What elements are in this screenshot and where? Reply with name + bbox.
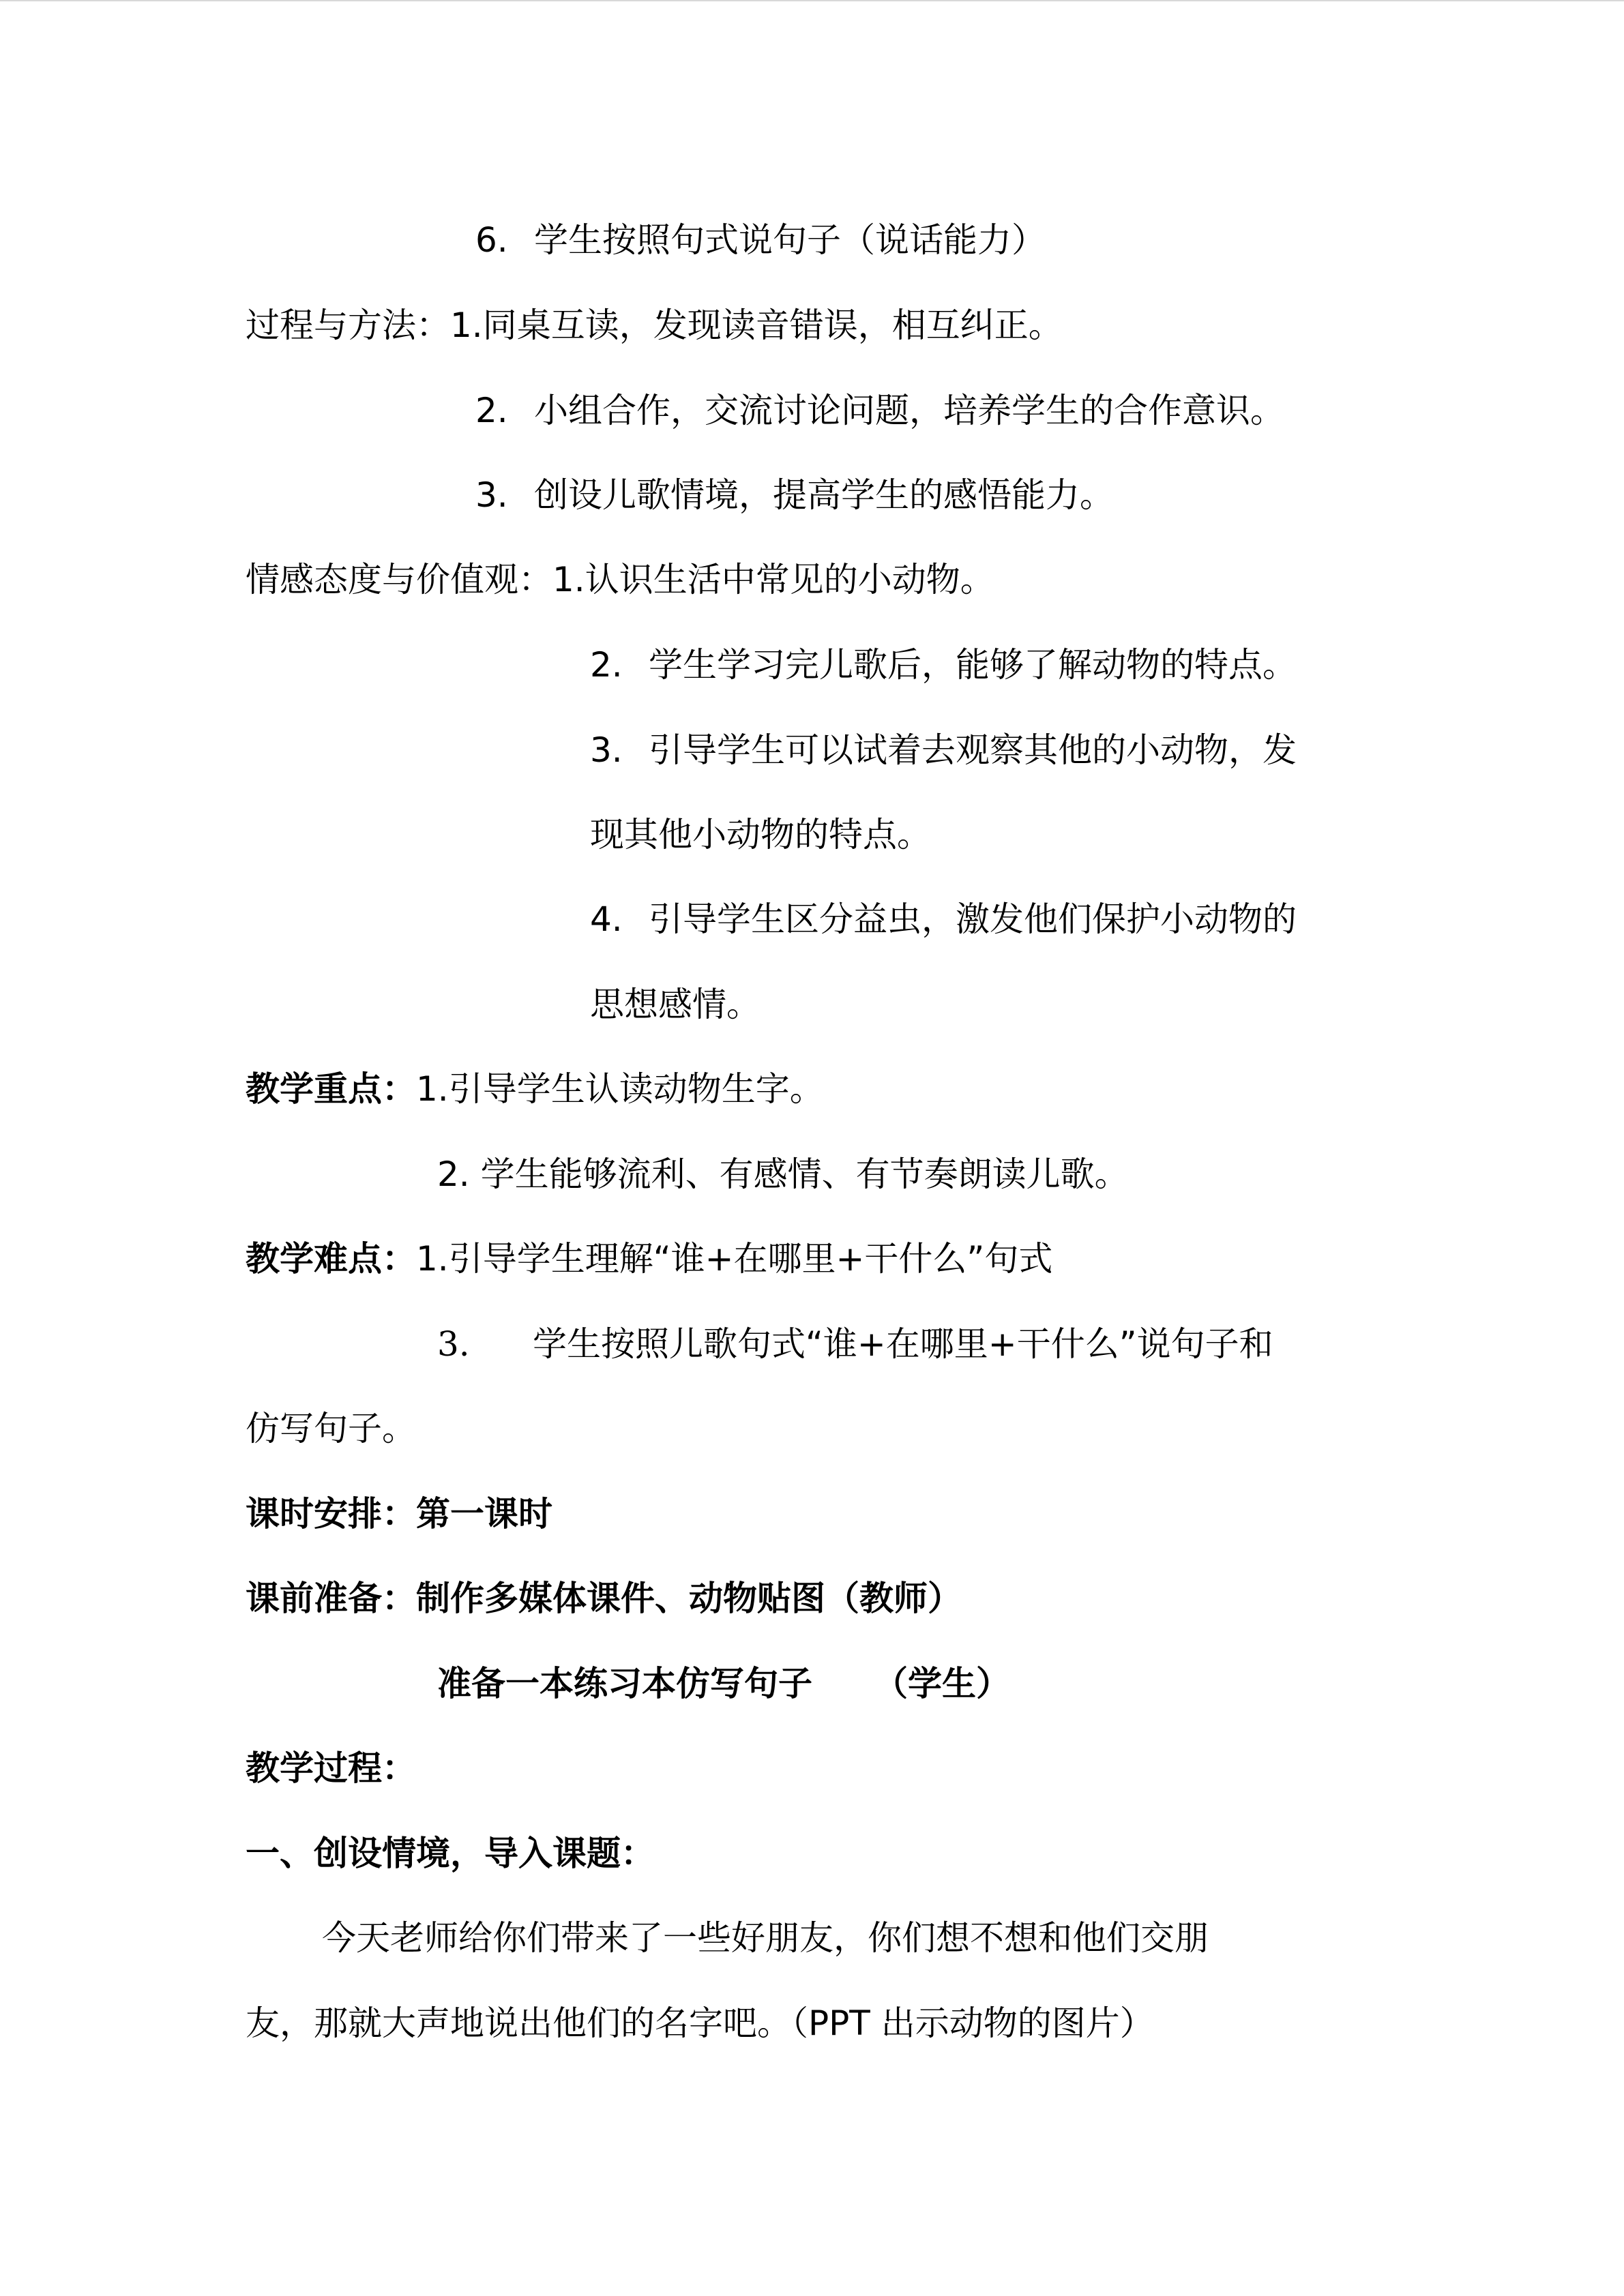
emotion-values-line-2 bbox=[590, 644, 1297, 685]
emotion-values-line-3 bbox=[590, 730, 1297, 771]
item-text: 学生按照儿歌句式“谁+在哪里+干什么”说句子和 bbox=[533, 1324, 1273, 1364]
teaching-difficulties-line-2 bbox=[437, 1324, 1273, 1365]
emotion-values-line-1 bbox=[246, 559, 994, 600]
item-text: 小组合作，交流讨论问题，培养学生的合作意识。 bbox=[534, 391, 1284, 430]
item-text: 学生学习完儿歌后，能够了解动物的特点。 bbox=[649, 645, 1297, 685]
item-text: 制作多媒体课件、动物贴图（教师） bbox=[416, 1579, 962, 1618]
item-number: 2. bbox=[590, 645, 623, 685]
step-one-heading bbox=[246, 1833, 655, 1874]
item-text: 学生按照句式说句子（说话能力） bbox=[534, 220, 1046, 260]
emotion-values-line-4 bbox=[590, 899, 1297, 940]
teaching-difficulties-line-2-cont bbox=[246, 1408, 416, 1449]
item-number: 3. bbox=[437, 1324, 470, 1364]
preparation-line-2 bbox=[437, 1663, 1010, 1704]
schedule-line bbox=[246, 1493, 552, 1534]
item-text: 思想感情。 bbox=[590, 985, 761, 1024]
item-number: 1. bbox=[416, 1239, 449, 1279]
emotion-values-line-4-cont bbox=[590, 984, 761, 1025]
item-text: 引导学生可以试着去观察其他的小动物，发 bbox=[649, 730, 1297, 770]
section-label: 教学重点： bbox=[246, 1069, 416, 1109]
section-label: 情感态度与价值观： bbox=[246, 560, 552, 599]
teaching-key-points-line-2 bbox=[437, 1154, 1129, 1195]
item-text: 引导学生区分益虫，激发他们保护小动物的 bbox=[649, 899, 1297, 939]
item-text: 学生能够流利、有感情、有节奏朗读儿歌。 bbox=[480, 1154, 1129, 1194]
item-number: 1. bbox=[552, 560, 585, 599]
item-text: 引导学生认读动物生字。 bbox=[448, 1069, 824, 1109]
section-label: 课前准备： bbox=[246, 1579, 416, 1618]
item-number: 1. bbox=[416, 1069, 449, 1109]
objective-line-6 bbox=[475, 220, 1046, 260]
process-method-line-1 bbox=[246, 305, 1063, 346]
item-number: 3. bbox=[475, 475, 508, 515]
item-number: 1. bbox=[450, 305, 483, 345]
item-number: 3. bbox=[590, 730, 623, 770]
section-label: 课时安排： bbox=[246, 1494, 416, 1534]
item-text: 第一课时 bbox=[416, 1494, 552, 1534]
section-label: 过程与方法： bbox=[246, 305, 450, 345]
section-label: 教学难点： bbox=[246, 1239, 416, 1279]
preparation-line-1 bbox=[246, 1578, 962, 1619]
paragraph-text: 今天老师给你们带来了一些好朋友，你们想不想和他们交朋 bbox=[322, 1918, 1209, 1958]
teaching-process-heading bbox=[246, 1748, 416, 1789]
process-method-line-3 bbox=[475, 475, 1114, 516]
item-text: 现其他小动物的特点。 bbox=[590, 815, 931, 854]
item-text: 准备一本练习本仿写句子 bbox=[437, 1664, 812, 1703]
item-text: 引导学生理解“谁+在哪里+干什么”句式 bbox=[448, 1239, 1053, 1279]
item-number: 6. bbox=[475, 220, 508, 260]
paragraph-line-2 bbox=[246, 2003, 1154, 2044]
paragraph-text: 友，那就大声地说出他们的名字吧。（PPT 出示动物的图片） bbox=[246, 2003, 1154, 2043]
section-label: 教学过程： bbox=[246, 1748, 416, 1788]
paragraph-line-1 bbox=[322, 1918, 1209, 1958]
item-text: 认识生活中常见的小动物。 bbox=[585, 560, 994, 599]
teaching-key-points-line-1 bbox=[246, 1069, 824, 1109]
page-top-border bbox=[0, 0, 1624, 1]
item-suffix: （学生） bbox=[874, 1664, 1010, 1703]
emotion-values-line-3-cont bbox=[590, 814, 931, 855]
item-number: 2. bbox=[437, 1154, 470, 1194]
item-text: 创设儿歌情境，提高学生的感悟能力。 bbox=[534, 475, 1114, 515]
teaching-difficulties-line-1 bbox=[246, 1238, 1052, 1279]
item-number: 2. bbox=[475, 391, 508, 430]
item-text: 仿写句子。 bbox=[246, 1409, 416, 1448]
item-number: 4. bbox=[590, 899, 623, 939]
process-method-line-2 bbox=[475, 390, 1284, 431]
item-text: 同桌互读，发现读音错误，相互纠正。 bbox=[482, 305, 1063, 345]
section-label: 一、创设情境，导入课题： bbox=[246, 1834, 655, 1873]
